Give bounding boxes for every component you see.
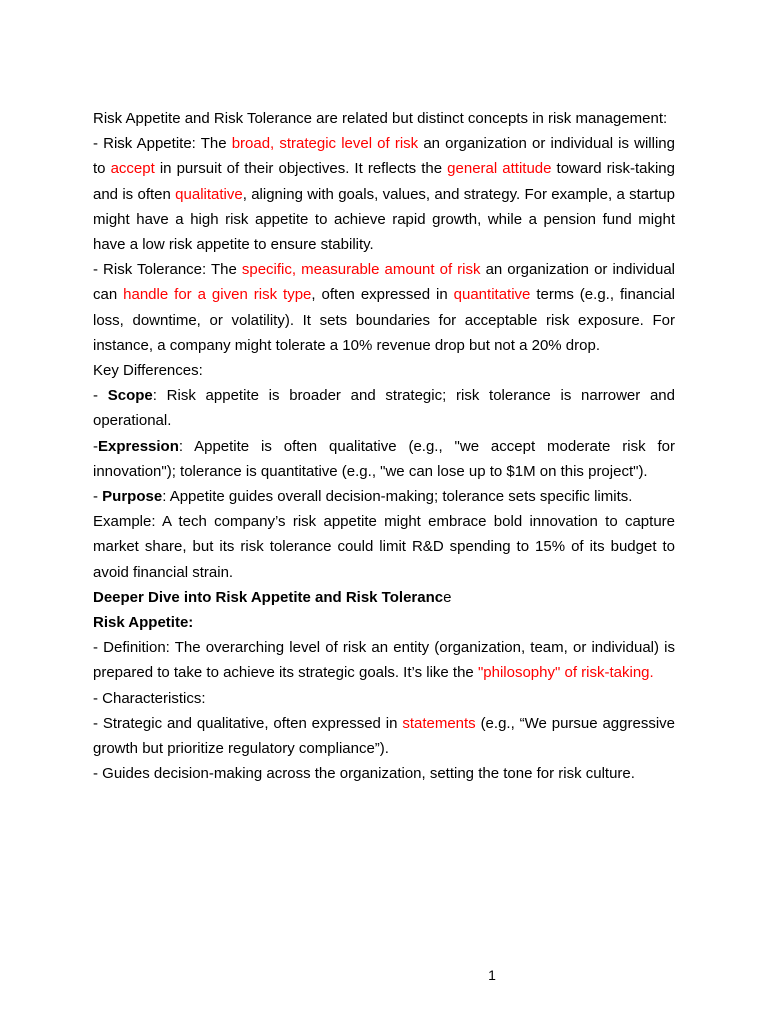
highlight-statements: statements — [402, 714, 476, 732]
scope-item: - Scope: Risk appetite is broader and strategic; risk tolerance is narrower and operational. — [93, 387, 675, 430]
highlight-handle-risk-type: handle for a given risk type — [123, 286, 312, 304]
deeper-dive-heading: Deeper Dive into Risk Appetite and Risk Tolerance — [93, 588, 452, 606]
guides-item: - Guides decision-making across the organization, setting the tone for risk culture. — [93, 765, 635, 783]
highlight-accept: accept — [110, 160, 155, 178]
highlight-quantitative: quantitative — [453, 286, 531, 304]
characteristics-item: - Characteristics: — [93, 689, 206, 707]
key-differences-heading: Key Differences: — [93, 362, 203, 380]
highlight-general-attitude: general attitude — [447, 160, 552, 178]
page-number: 1 — [488, 967, 496, 983]
highlight-qualitative: qualitative — [175, 185, 243, 203]
purpose-item: - Purpose: Appetite guides overall decision-making; tolerance sets specific limits. — [93, 488, 633, 506]
highlight-broad-strategic: broad, strategic level of risk — [231, 135, 419, 153]
document-body — [93, 106, 675, 786]
highlight-philosophy: "philosophy" of risk-taking. — [477, 664, 654, 682]
risk-tolerance-definition: - Risk Tolerance: The specific, measurable amount of risk an organization or individual can handle for a given risk type, often expressed in quantitative terms (e.g., financial loss, downtime, or volatility). It sets boundaries for acceptable risk exposure. For instance, a company might tolerate a 10% revenue drop but not a 20% drop. — [93, 261, 675, 354]
risk-appetite-definition: - Risk Appetite: The broad, strategic level of risk an organization or individual is willing to accept in pursuit of their objectives. It reflects the general attitude toward risk-taking and is often qualitative, aligning with goals, values, and strategy. For example, a startup might have a high risk appetite to achieve rapid growth, while a pension fund might have a low risk appetite to ensure stability. — [93, 135, 675, 254]
strategic-item: - Strategic and qualitative, often expressed in statements (e.g., “We pursue aggressive growth but prioritize regulatory compliance”). — [93, 714, 676, 758]
intro-paragraph: Risk Appetite and Risk Tolerance are related but distinct concepts in risk management: — [93, 110, 668, 127]
risk-appetite-subheading: Risk Appetite: — [93, 614, 194, 632]
purpose-label: Purpose — [102, 488, 163, 506]
expression-label: Expression — [98, 437, 179, 455]
example-paragraph: Example: A tech company’s risk appetite might embrace bold innovation to capture market share, but its risk tolerance could limit R&D spending to 15% of its budget to avoid financial strain. — [93, 513, 675, 581]
expression-item: -Expression: Appetite is often qualitative (e.g., "we accept moderate risk for innovation"); tolerance is quantitative (e.g., "we can lose up to $1M on this project"). — [93, 437, 675, 480]
scope-label: Scope — [107, 387, 153, 405]
highlight-specific-measurable: specific, measurable amount of risk — [241, 261, 481, 279]
definition-item: - Definition: The overarching level of risk an entity (organization, team, or individual) is prepared to take to achieve its strategic goals. It’s like the "philosophy" of risk-taking. — [93, 639, 675, 682]
